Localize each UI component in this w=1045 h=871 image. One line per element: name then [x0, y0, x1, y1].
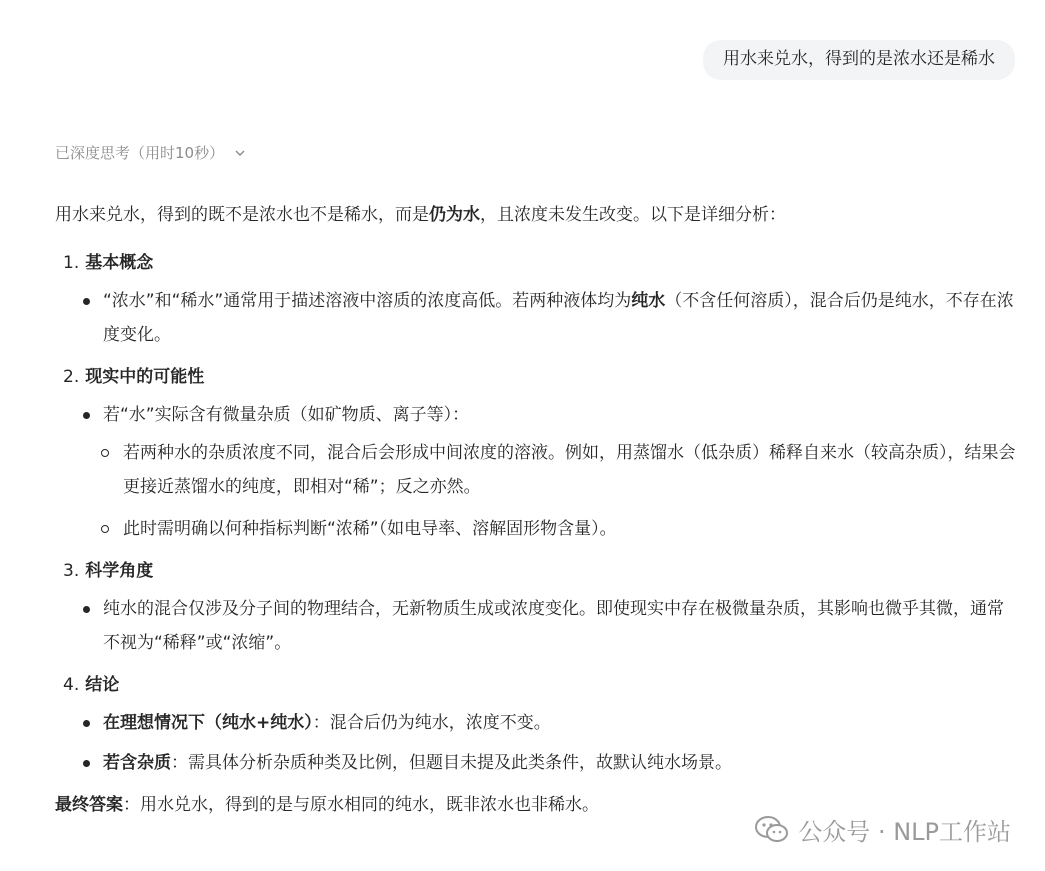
section-heading: 3. 科学角度	[63, 561, 154, 581]
section-list	[55, 284, 1020, 352]
sub-list	[103, 436, 1020, 546]
answer-intro-bold: 仍为水	[429, 205, 480, 225]
thinking-label: 已深度思考（用时10秒）	[55, 144, 225, 162]
section-heading: 2. 现实中的可能性	[63, 367, 205, 387]
section-list	[55, 706, 1020, 780]
list-item: 在理想情况下（纯水+纯水）：混合后仍为纯水，浓度不变。	[55, 706, 1020, 740]
user-message-text: 用水来兑水，得到的是浓水还是稀水	[723, 49, 995, 69]
sub-list-item: 若两种水的杂质浓度不同，混合后会形成中间浓度的溶液。例如，用蒸馏水（低杂质）稀释自来水（较高杂质），结果会更接近蒸馏水的纯度，即相对“稀”；反之亦然。	[103, 436, 1020, 504]
final-answer: 最终答案：用水兑水，得到的是与原水相同的纯水，既非浓水也非稀水。	[55, 795, 599, 815]
chevron-down-icon	[234, 147, 246, 159]
answer-intro: 用水来兑水，得到的既不是浓水也不是稀水，而是仍为水，且浓度未发生改变。以下是详细分析：	[55, 205, 786, 225]
section-heading: 1. 基本概念	[63, 253, 154, 273]
thinking-toggle[interactable]	[55, 142, 246, 163]
sub-list-item: 此时需明确以何种指标判断“浓稀”（如电导率、溶解固形物含量）。	[103, 512, 1020, 546]
list-item: 若含杂质：需具体分析杂质种类及比例，但题目未提及此类条件，故默认纯水场景。	[55, 746, 1020, 780]
section-list	[55, 398, 1020, 546]
wechat-icon	[754, 815, 790, 845]
list-item: 纯水的混合仅涉及分子间的物理结合，无新物质生成或浓度变化。即使现实中存在极微量杂质，其影响也微乎其微，通常不视为“稀释”或“浓缩”。	[55, 592, 1020, 660]
list-item: 若“水”实际含有微量杂质（如矿物质、离子等）： 若两种水的杂质浓度不同，混合后会形成中间浓度的溶液。例如，用蒸馏水（低杂质）稀释自来水（较高杂质），结果会更接近蒸馏水的纯度，即相对“稀”；反之亦然。 此时需明确以何种指标判断“浓稀”（如电导率、溶解固形物含量）。	[55, 398, 1020, 546]
section-list	[55, 592, 1020, 660]
watermark	[754, 812, 1011, 847]
assistant-answer	[55, 198, 1020, 822]
watermark-text: 公众号 · NLP工作站	[798, 818, 1011, 846]
section-heading: 4. 结论	[63, 675, 120, 695]
user-message-bubble	[703, 40, 1015, 80]
list-item: “浓水”和“稀水”通常用于描述溶液中溶质的浓度高低。若两种液体均为纯水（不含任何溶质），混合后仍是纯水，不存在浓度变化。	[55, 284, 1020, 352]
